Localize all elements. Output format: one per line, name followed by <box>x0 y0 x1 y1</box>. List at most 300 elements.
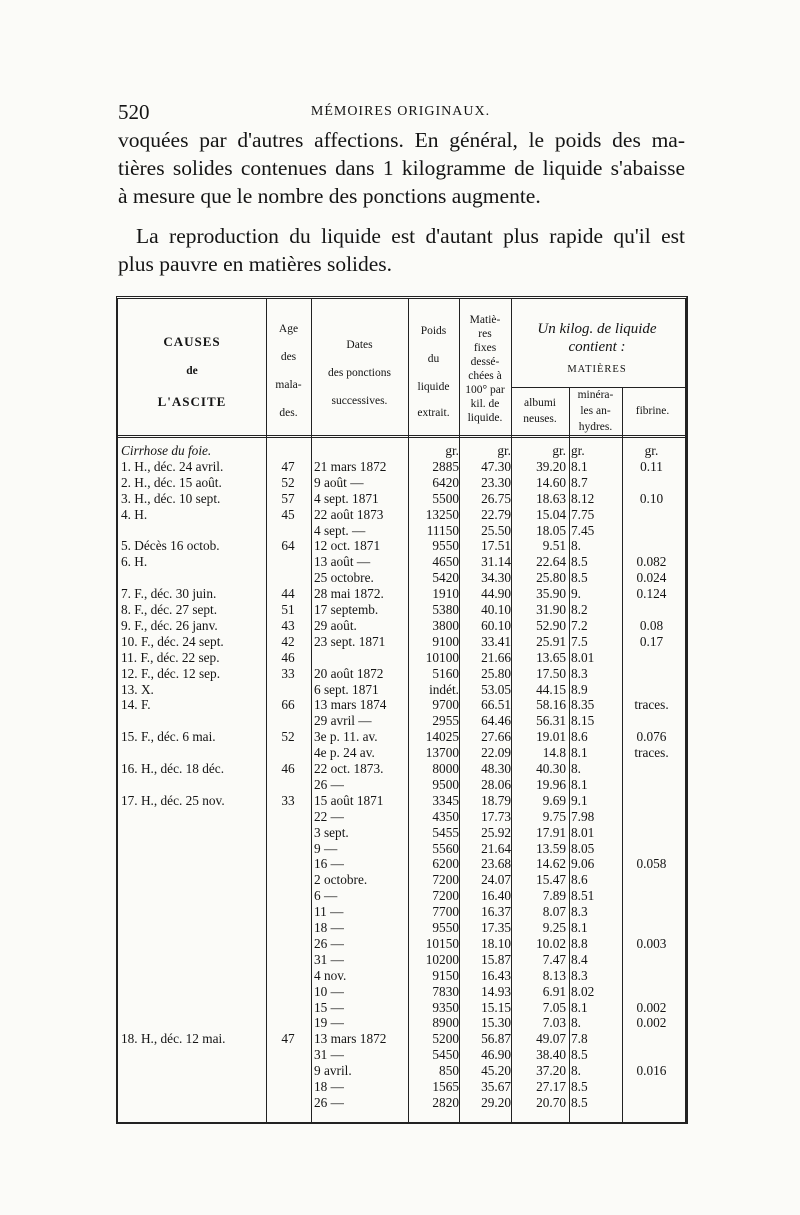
text-line: plus pauvre en matières solides. <box>118 252 393 276</box>
cause-cell: 17. H., déc. 25 nov. <box>121 792 225 808</box>
header-poids: Poids <box>420 325 447 337</box>
matieres-fixes-cell: 22.79 <box>481 506 511 522</box>
table-row <box>118 777 685 793</box>
minerales-cell: 7.8 <box>571 1031 588 1047</box>
cause-cell: 1. H., déc. 24 avril. <box>121 458 224 474</box>
cause-cell: 9. F., déc. 26 janv. <box>121 617 218 633</box>
cause-cell: 2. H., déc. 15 août. <box>121 474 222 490</box>
table-row <box>118 650 685 666</box>
minerales-cell: 8. <box>571 1015 581 1031</box>
albumineuses-cell: 37.20 <box>536 1063 566 1079</box>
fibrine-cell: 0.002 <box>636 999 667 1015</box>
poids-cell: 7200 <box>432 888 459 904</box>
matieres-fixes-cell: 46.90 <box>481 1047 511 1063</box>
matieres-fixes-cell: 24.07 <box>481 872 511 888</box>
header-matieres-fixes: kil. de <box>470 398 500 410</box>
fibrine-cell: traces. <box>634 697 669 713</box>
minerales-cell: 8.02 <box>571 983 595 999</box>
poids-cell: 5450 <box>432 1047 459 1063</box>
date-cell: 4e p. 24 av. <box>314 745 375 761</box>
albumineuses-cell: 13.59 <box>536 840 566 856</box>
matieres-fixes-cell: 18.79 <box>481 792 511 808</box>
albumineuses-cell: 14.62 <box>536 856 566 872</box>
table-row <box>118 936 685 952</box>
albumineuses-cell: 39.20 <box>536 458 566 474</box>
date-cell: 9 août — <box>314 474 364 490</box>
matieres-fixes-cell: 23.30 <box>481 474 511 490</box>
age-cell: 33 <box>281 792 295 808</box>
age-cell: 44 <box>281 586 295 602</box>
table-row <box>118 729 685 745</box>
albumineuses-cell: 17.91 <box>536 824 566 840</box>
matieres-fixes-cell: 16.43 <box>481 967 511 983</box>
matieres-fixes-cell: 16.37 <box>481 904 511 920</box>
date-cell: 15 août 1871 <box>314 792 384 808</box>
fibrine-cell: 0.002 <box>636 1015 667 1031</box>
matieres-fixes-cell: 27.66 <box>481 729 511 745</box>
age-cell: 33 <box>281 665 295 681</box>
table-row <box>118 1031 685 1047</box>
poids-cell: 850 <box>439 1063 459 1079</box>
table-row <box>118 856 685 872</box>
poids-cell: 13250 <box>425 506 459 522</box>
age-cell: 52 <box>281 474 295 490</box>
header-causes-ascite: L'ASCITE <box>157 394 227 409</box>
albumineuses-cell: 22.64 <box>536 554 566 570</box>
minerales-cell: 8.1 <box>571 458 588 474</box>
matieres-fixes-cell: 31.14 <box>481 554 511 570</box>
matieres-fixes-cell: 26.75 <box>481 490 511 506</box>
minerales-cell: 8.8 <box>571 935 588 951</box>
table-row <box>118 570 685 586</box>
albumineuses-cell: 18.63 <box>536 490 566 506</box>
poids-cell: 9550 <box>432 920 459 935</box>
text-line: à mesure que le nombre des ponctions augmente. <box>118 184 541 208</box>
albumineuses-cell: 10.02 <box>536 935 566 951</box>
table-row <box>118 713 685 729</box>
matieres-fixes-cell: 25.92 <box>481 824 511 840</box>
matieres-fixes-cell: 22.09 <box>481 745 511 761</box>
matieres-fixes-cell: 14.93 <box>481 983 511 999</box>
minerales-cell: 8.51 <box>571 888 595 904</box>
date-cell: 4 sept. 1871 <box>314 490 379 506</box>
cause-cell: 7. F., déc. 30 juin. <box>121 586 217 602</box>
cause-cell: 3. H., déc. 10 sept. <box>121 490 221 506</box>
header-dates: successives. <box>331 395 388 407</box>
header-age: des <box>280 351 297 363</box>
albumineuses-cell: 38.40 <box>536 1047 566 1063</box>
matieres-fixes-cell: 15.15 <box>481 999 511 1015</box>
date-cell: 6 — <box>314 888 338 904</box>
header-matieres-fixes: fixes <box>473 342 497 354</box>
age-cell: 64 <box>281 538 295 554</box>
date-cell: 12 oct. 1871 <box>314 538 381 554</box>
matieres-fixes-cell: 40.10 <box>481 602 511 617</box>
matieres-fixes-cell: 60.10 <box>481 617 511 633</box>
header-age: des. <box>279 407 298 419</box>
minerales-cell: 8.5 <box>571 570 588 586</box>
header-minerales: minéra- <box>577 389 614 401</box>
date-cell: 6 sept. 1871 <box>314 681 379 697</box>
table-row <box>118 1000 685 1016</box>
cause-cell: 13. X. <box>121 681 154 697</box>
albumineuses-cell: 25.80 <box>536 570 566 586</box>
fibrine-cell: 0.124 <box>636 586 667 602</box>
poids-cell: 6420 <box>432 474 459 490</box>
matieres-fixes-cell: 21.66 <box>481 649 511 665</box>
header-matieres: MATIÈRES <box>567 364 627 375</box>
table-row <box>118 745 685 761</box>
minerales-cell: 8.35 <box>571 697 595 713</box>
poids-cell: 5560 <box>432 840 459 856</box>
matieres-fixes-cell: 17.51 <box>481 538 511 554</box>
date-cell: 4 nov. <box>314 967 347 983</box>
albumineuses-cell: 14.60 <box>536 474 566 490</box>
minerales-cell: 8.01 <box>571 649 595 665</box>
table-row <box>118 586 685 602</box>
date-cell: 17 septemb. <box>314 602 379 617</box>
cause-cell: 10. F., déc. 24 sept. <box>121 633 224 649</box>
poids-cell: 2820 <box>432 1094 459 1110</box>
date-cell: 10 — <box>314 983 344 999</box>
date-cell: 22 août 1873 <box>314 506 384 522</box>
matieres-fixes-cell: 56.87 <box>481 1031 511 1047</box>
header-kilog-liquide: Un kilog. de liquide <box>537 321 657 337</box>
minerales-cell: gr. <box>571 443 585 458</box>
date-cell: 29 avril — <box>314 713 372 729</box>
albumineuses-cell: 44.15 <box>536 681 566 697</box>
albumineuses-cell: 13.65 <box>536 649 566 665</box>
age-cell: 66 <box>281 697 295 713</box>
poids-cell: 7200 <box>432 872 459 888</box>
poids-cell: 10200 <box>425 951 459 967</box>
minerales-cell: 8.3 <box>571 967 588 983</box>
fibrine-cell: 0.016 <box>636 1063 667 1079</box>
cause-cell: 14. F. <box>121 697 151 713</box>
fibrine-cell: 0.082 <box>636 554 667 570</box>
date-cell: 11 — <box>314 904 344 920</box>
poids-cell: 1910 <box>432 586 459 602</box>
minerales-cell: 8.01 <box>571 824 595 840</box>
poids-cell: 8000 <box>432 761 459 776</box>
table-row <box>118 968 685 984</box>
table-row <box>118 491 685 507</box>
age-cell: 52 <box>281 729 295 745</box>
poids-cell: 1565 <box>432 1079 459 1094</box>
date-cell: 26 — <box>314 935 344 951</box>
header-matieres-fixes: Matiè- <box>469 314 501 326</box>
albumineuses-cell: 9.69 <box>542 792 566 808</box>
table-row <box>118 761 685 777</box>
date-cell: 16 — <box>314 856 344 872</box>
fibrine-cell: 0.024 <box>636 570 667 586</box>
albumineuses-cell: 7.03 <box>542 1015 566 1031</box>
poids-cell: 5200 <box>432 1031 459 1047</box>
poids-cell: gr. <box>445 443 459 458</box>
date-cell: 25 octobre. <box>314 570 374 586</box>
header-matieres-fixes: liquide. <box>467 412 503 424</box>
poids-cell: 10150 <box>425 935 459 951</box>
albumineuses-cell: 9.51 <box>542 538 566 554</box>
table-row <box>118 825 685 841</box>
poids-cell: 7830 <box>432 983 459 999</box>
poids-cell: 5160 <box>432 665 459 681</box>
date-cell: 29 août. <box>314 617 357 633</box>
albumineuses-cell: 7.89 <box>542 888 566 904</box>
header-albumineuses: albumi <box>524 397 556 409</box>
cause-cell: 12. F., déc. 12 sep. <box>121 665 221 681</box>
date-cell: 20 août 1872 <box>314 665 384 681</box>
table-row <box>118 793 685 809</box>
table-row <box>118 920 685 936</box>
header-fibrine: fibrine. <box>635 405 670 417</box>
minerales-cell: 8.15 <box>571 713 595 729</box>
table-row <box>118 634 685 650</box>
albumineuses-cell: gr. <box>552 443 566 458</box>
minerales-cell: 9.06 <box>571 856 595 872</box>
minerales-cell: 7.98 <box>571 808 595 824</box>
minerales-cell: 8.1 <box>571 999 588 1015</box>
matieres-fixes-cell: 17.73 <box>481 808 511 824</box>
albumineuses-cell: 35.90 <box>536 586 566 602</box>
header-contient: contient : <box>568 339 626 355</box>
albumineuses-cell: 19.96 <box>536 776 566 792</box>
poids-cell: 5380 <box>432 602 459 617</box>
cause-cell: 16. H., déc. 18 déc. <box>121 761 225 776</box>
minerales-cell: 8.5 <box>571 1047 588 1063</box>
minerales-cell: 8.1 <box>571 745 588 761</box>
matieres-fixes-cell: 15.30 <box>481 1015 511 1031</box>
date-cell: 31 — <box>314 951 344 967</box>
header-dates: des ponctions <box>328 367 391 379</box>
minerales-cell: 8.6 <box>571 729 588 745</box>
matieres-fixes-cell: 34.30 <box>481 570 511 586</box>
cause-cell: 18. H., déc. 12 mai. <box>121 1031 226 1047</box>
fibrine-cell: 0.003 <box>636 935 667 951</box>
cause-cell: 5. Décès 16 octob. <box>121 538 220 554</box>
age-cell: 47 <box>281 458 295 474</box>
minerales-cell: 7.75 <box>571 506 595 522</box>
albumineuses-cell: 25.91 <box>536 633 566 649</box>
header-dates: Dates <box>346 339 373 351</box>
minerales-cell: 9. <box>571 586 581 602</box>
running-title: MÉMOIRES ORIGINAUX. <box>310 104 491 119</box>
text-line: La reproduction du liquide est d'autant plus rapide qu'il est <box>136 224 685 248</box>
table-row <box>118 697 685 713</box>
minerales-cell: 8.1 <box>571 776 588 792</box>
minerales-cell: 8.1 <box>571 920 588 935</box>
table-row <box>118 1063 685 1079</box>
poids-cell: 9350 <box>432 999 459 1015</box>
poids-cell: 11150 <box>426 522 459 538</box>
fibrine-cell: gr. <box>644 443 659 458</box>
date-cell: 26 — <box>314 1094 344 1110</box>
albumineuses-cell: 27.17 <box>536 1079 566 1094</box>
date-cell: 13 mars 1874 <box>314 697 387 713</box>
minerales-cell: 8.5 <box>571 554 588 570</box>
albumineuses-cell: 31.90 <box>536 602 566 617</box>
albumineuses-cell: 19.01 <box>536 729 566 745</box>
date-cell: 2 octobre. <box>314 872 368 888</box>
minerales-cell: 8.3 <box>571 904 588 920</box>
table-row <box>118 1047 685 1063</box>
fibrine-cell: traces. <box>634 745 669 761</box>
minerales-cell: 8.5 <box>571 1094 588 1110</box>
table-row <box>118 1079 685 1095</box>
matieres-fixes-cell: 25.80 <box>481 665 511 681</box>
age-cell: 47 <box>281 1031 295 1047</box>
table-row <box>118 507 685 523</box>
poids-cell: 5455 <box>432 824 459 840</box>
matieres-fixes-cell: 23.68 <box>481 856 511 872</box>
date-cell: 18 — <box>314 920 344 935</box>
date-cell: 3 sept. <box>314 824 349 840</box>
albumineuses-cell: 17.50 <box>536 665 566 681</box>
table-row <box>118 443 685 459</box>
header-age: Age <box>278 323 299 335</box>
albumineuses-cell: 8.13 <box>542 967 566 983</box>
page-number: 520 <box>118 100 150 124</box>
albumineuses-cell: 9.75 <box>542 808 566 824</box>
minerales-cell: 8. <box>571 761 581 776</box>
table-row <box>118 809 685 825</box>
date-cell: 22 oct. 1873. <box>314 761 384 776</box>
header-poids: liquide <box>417 381 450 393</box>
albumineuses-cell: 58.16 <box>536 697 566 713</box>
header-matieres-fixes: res <box>478 328 492 340</box>
minerales-cell: 8.5 <box>571 1079 588 1094</box>
date-cell: 26 — <box>314 776 344 792</box>
fibrine-cell: 0.058 <box>636 856 667 872</box>
poids-cell: 9550 <box>432 538 459 554</box>
date-cell: 15 — <box>314 999 344 1015</box>
date-cell: 18 — <box>314 1079 344 1094</box>
minerales-cell: 7.5 <box>571 633 588 649</box>
albumineuses-cell: 6.91 <box>542 983 566 999</box>
poids-cell: 8900 <box>432 1015 459 1031</box>
date-cell: 19 — <box>314 1015 344 1031</box>
date-cell: 4 sept. — <box>314 522 366 538</box>
table-row <box>118 618 685 634</box>
poids-cell: 2885 <box>432 458 459 474</box>
poids-cell: 2955 <box>432 713 459 729</box>
poids-cell: indét. <box>429 681 459 697</box>
header-age: mala- <box>275 379 302 391</box>
albumineuses-cell: 14.8 <box>542 745 566 761</box>
header-albumineuses: neuses. <box>523 413 557 425</box>
matieres-fixes-cell: 44.90 <box>481 586 511 602</box>
table-row <box>118 984 685 1000</box>
fibrine-cell: 0.076 <box>636 729 667 745</box>
text-line: voquées par d'autres affections. En général, le poids des ma- <box>118 128 685 152</box>
date-cell: 28 mai 1872. <box>314 586 384 602</box>
age-cell: 46 <box>281 761 295 776</box>
albumineuses-cell: 7.47 <box>542 951 566 967</box>
matieres-fixes-cell: gr. <box>497 443 511 458</box>
matieres-fixes-cell: 18.10 <box>481 935 511 951</box>
table-row <box>118 1095 685 1111</box>
header-matieres-fixes: 100° par <box>465 384 505 396</box>
date-cell: 22 — <box>314 808 344 824</box>
header-matieres-fixes: dessé- <box>470 356 500 368</box>
albumineuses-cell: 56.31 <box>536 713 566 729</box>
header-causes-de: de <box>186 365 198 377</box>
paragraph-1 <box>118 126 685 210</box>
matieres-fixes-cell: 35.67 <box>481 1079 511 1094</box>
poids-cell: 10100 <box>425 649 459 665</box>
poids-cell: 9100 <box>432 633 459 649</box>
table-row <box>118 538 685 554</box>
header-causes: CAUSES <box>163 334 221 349</box>
minerales-cell: 8.7 <box>571 474 588 490</box>
table-row <box>118 459 685 475</box>
poids-cell: 9150 <box>432 967 459 983</box>
table-row <box>118 1015 685 1031</box>
cause-cell: 8. F., déc. 27 sept. <box>121 602 218 617</box>
table-row <box>118 475 685 491</box>
table-row <box>118 952 685 968</box>
table-row <box>118 602 685 618</box>
poids-cell: 7700 <box>432 904 459 920</box>
minerales-cell: 8.6 <box>571 872 588 888</box>
header-poids: extrait. <box>417 407 450 419</box>
poids-cell: 3800 <box>432 617 459 633</box>
table-row <box>118 666 685 682</box>
matieres-fixes-cell: 45.20 <box>481 1063 511 1079</box>
matieres-fixes-cell: 15.87 <box>481 951 511 967</box>
poids-cell: 9700 <box>432 697 459 713</box>
cause-cell: 11. F., déc. 22 sep. <box>121 649 220 665</box>
cause-cell: 15. F., déc. 6 mai. <box>121 729 216 745</box>
age-cell: 43 <box>281 617 295 633</box>
header-minerales: les an- <box>580 405 611 417</box>
minerales-cell: 8.2 <box>571 602 588 617</box>
table-row <box>118 682 685 698</box>
poids-cell: 4350 <box>432 808 459 824</box>
matieres-fixes-cell: 64.46 <box>481 713 511 729</box>
poids-cell: 5420 <box>432 570 459 586</box>
matieres-fixes-cell: 28.06 <box>481 776 511 792</box>
paragraph-2 <box>118 222 685 278</box>
matieres-fixes-cell: 53.05 <box>481 681 511 697</box>
matieres-fixes-cell: 33.41 <box>481 633 511 649</box>
date-cell: 23 sept. 1871 <box>314 633 386 649</box>
poids-cell: 5500 <box>432 490 459 506</box>
matieres-fixes-cell: 25.50 <box>481 522 511 538</box>
date-cell: 13 août — <box>314 554 371 570</box>
albumineuses-cell: 8.07 <box>542 904 566 920</box>
albumineuses-cell: 40.30 <box>536 761 566 776</box>
text-line: tières solides contenues dans 1 kilogramme de liquide s'abaisse <box>118 156 685 180</box>
table-row <box>118 888 685 904</box>
matieres-fixes-cell: 21.64 <box>481 840 511 856</box>
albumineuses-cell: 18.05 <box>536 522 566 538</box>
header-poids: du <box>427 353 440 365</box>
minerales-cell: 8.9 <box>571 681 588 697</box>
minerales-cell: 8.3 <box>571 665 588 681</box>
albumineuses-cell: 52.90 <box>536 617 566 633</box>
minerales-cell: 8.4 <box>571 951 588 967</box>
minerales-cell: 8. <box>571 538 581 554</box>
albumineuses-cell: 9.25 <box>542 920 566 935</box>
date-cell: 9 — <box>314 840 338 856</box>
minerales-cell: 8. <box>571 1063 581 1079</box>
date-cell: 9 avril. <box>314 1063 352 1079</box>
matieres-fixes-cell: 29.20 <box>481 1094 511 1110</box>
matieres-fixes-cell: 48.30 <box>481 761 511 776</box>
poids-cell: 9500 <box>432 776 459 792</box>
fibrine-cell: 0.11 <box>640 458 663 474</box>
